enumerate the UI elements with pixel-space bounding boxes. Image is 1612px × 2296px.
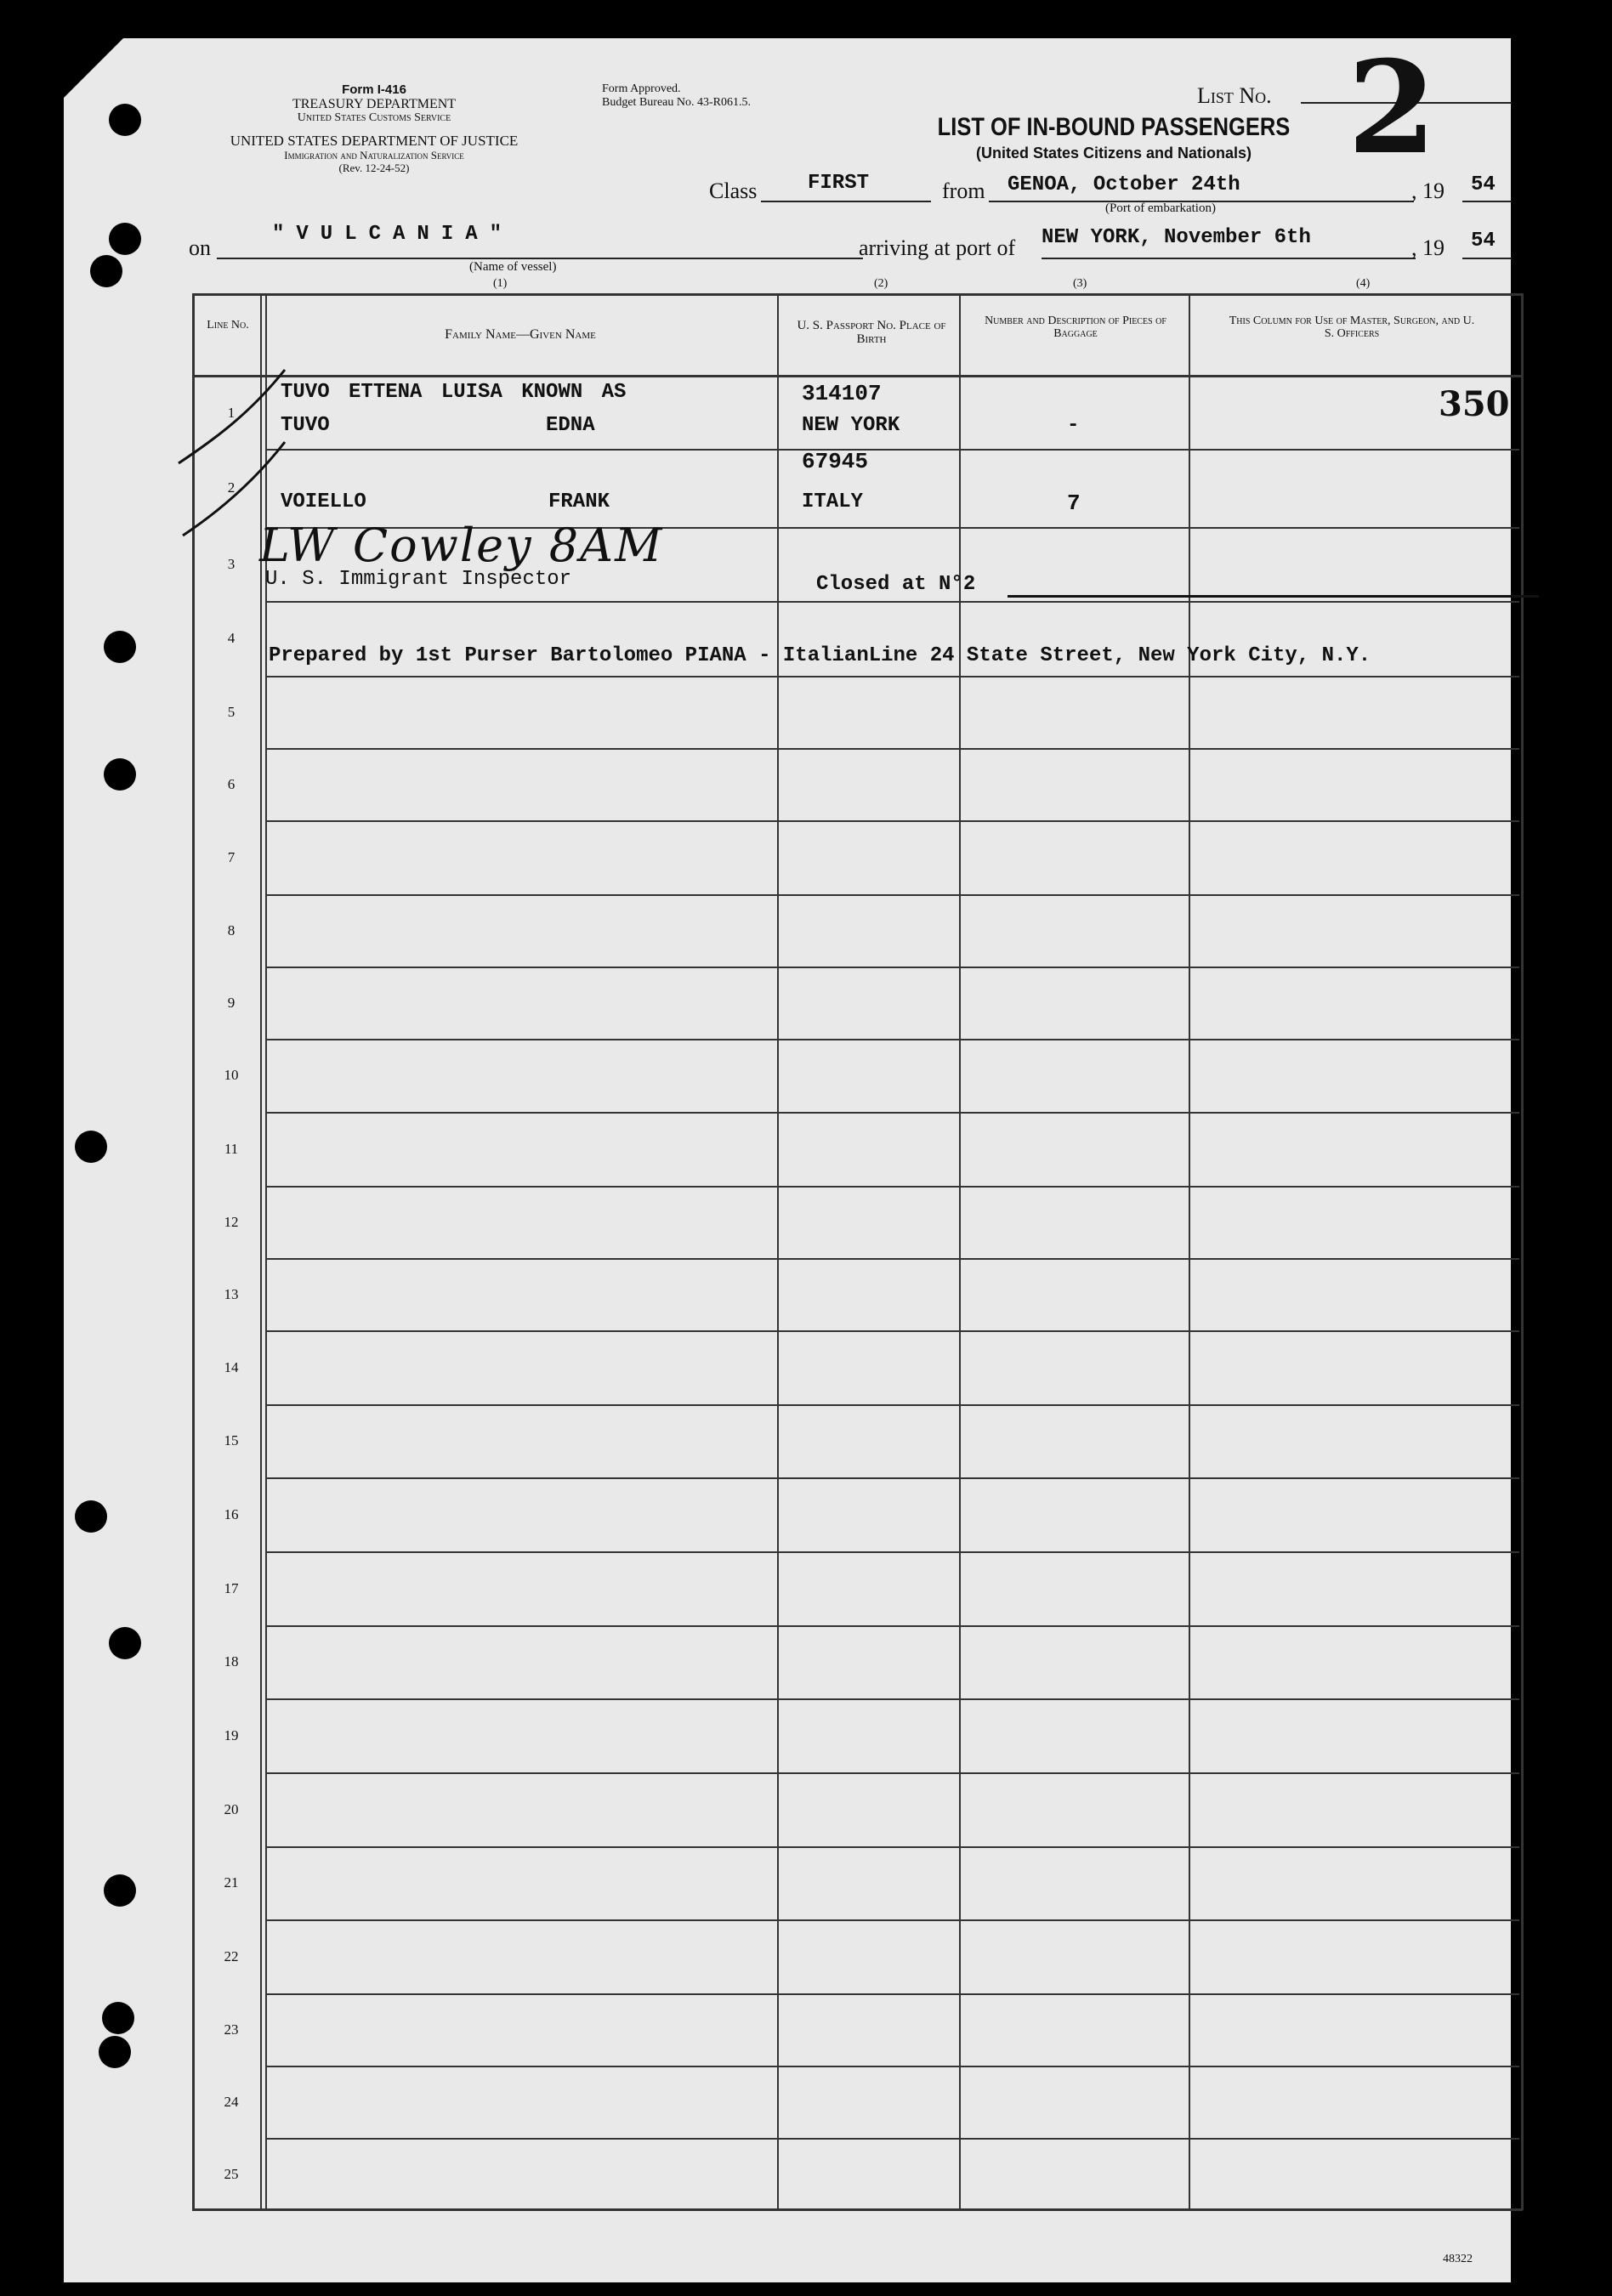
row-separator [265,1477,1519,1479]
vessel-line [217,258,863,259]
baggage-divider [1189,293,1190,2210]
closed-rule [1008,595,1539,598]
punch-hole [109,104,141,136]
row-separator [265,1404,1519,1406]
customs-service: United States Customs Service [297,111,451,124]
row-separator [265,894,1519,896]
line-number: 16 [224,1506,239,1522]
table-bottom-border [192,2208,1523,2211]
line-number: 23 [224,2021,239,2038]
table-left-border [192,293,195,2210]
row-separator [265,1551,1519,1553]
line-no-divider [260,293,262,2210]
header-name: Family Name—Given Name [445,327,596,342]
row-separator [265,1112,1519,1114]
line-number: 22 [224,1948,239,1964]
punch-hole [109,1627,141,1659]
row-separator [265,967,1519,968]
from-label: from [942,179,985,203]
row1-passport: 314107 [802,381,882,406]
row-separator [265,601,1519,603]
row1-baggage: - [1067,414,1080,437]
punch-hole [90,255,122,287]
line-number: 1 [227,405,236,421]
punch-hole [102,2002,134,2034]
row-separator [265,1625,1519,1627]
header-baggage: Number and Description of Pieces of Baggage [985,315,1166,340]
vessel-value: "VULCANIA" [272,223,514,246]
table-header-border [192,375,1523,377]
col-num-1: (1) [493,277,508,290]
col-num-3: (3) [1073,277,1087,290]
row-separator [265,2138,1519,2140]
line-number: 6 [227,776,236,792]
line-number: 8 [227,922,236,938]
closed-at: Closed at N°2 [816,573,976,596]
table-top-border [192,293,1523,296]
class-line [761,201,931,202]
row-separator [265,1846,1519,1848]
header-passport: U. S. Passport No. Place of Birth [797,319,946,346]
treasury-department: TREASURY DEPARTMENT [292,97,457,111]
from-value: GENOA, October 24th [1008,173,1240,196]
port-caption: (Port of embarkation) [1105,201,1216,215]
line-number: 13 [224,1286,239,1302]
class-label: Class [709,179,758,203]
inspector-title: U. S. Immigrant Inspector [265,568,572,591]
row-separator [265,2066,1519,2067]
on-label: on [189,235,211,260]
row1-name-line1: TUVO ETTENA LUISA KNOWN AS [281,381,627,404]
punch-hole [75,1131,107,1163]
punch-hole [104,1874,136,1907]
revision-date: (Rev. 12-24-52) [338,162,410,174]
col-num-2: (2) [874,277,888,290]
row-separator [265,1698,1519,1700]
vessel-caption: (Name of vessel) [469,260,557,274]
list-number: 2 [1348,33,1437,183]
year-prefix-1: , 19 [1411,179,1445,203]
punch-hole [75,1500,107,1533]
line-number: 15 [224,1432,239,1448]
row2-passport: 67945 [802,449,869,474]
line-number: 9 [227,995,236,1011]
table-right-border [1521,293,1524,2210]
row1-birthplace: NEW YORK [802,414,900,437]
ins-service: Immigration and Naturalization Service [284,149,464,162]
row1-given-name: EDNA [546,414,595,437]
row-separator [265,1258,1519,1260]
punch-hole [109,223,141,255]
form-number: Form I-416 [342,82,406,97]
row-separator [265,748,1519,750]
year-line-1 [1462,201,1512,202]
row-separator [265,820,1519,822]
line-number: 4 [227,630,236,646]
row-separator [265,1039,1519,1040]
arriving-label: arriving at port of [859,235,1016,260]
name-divider [777,293,779,2210]
line-number: 5 [227,704,236,720]
form-subtitle: (United States Citizens and Nationals) [975,145,1252,162]
year-value-2: 54 [1471,230,1496,252]
line-number: 3 [227,556,236,572]
row-separator [265,1919,1519,1921]
year-value-1: 54 [1471,173,1496,196]
header-line-no: Line No. [207,319,249,332]
form-approved: Form Approved. [602,82,681,95]
line-number: 21 [224,1874,239,1891]
line-number: 11 [224,1141,239,1157]
arrival-value: NEW YORK, November 6th [1042,226,1311,249]
budget-bureau: Budget Bureau No. 43-R061.5. [602,96,751,109]
header-officers: This Column for Use of Master, Surgeon, and U. S. Officers [1229,315,1475,340]
line-number: 7 [227,849,236,865]
row1-family-name: TUVO [281,414,330,437]
arrival-line [1042,258,1416,259]
line-number: 18 [224,1653,239,1670]
list-no-label: List No. [1197,83,1272,108]
line-number: 17 [224,1580,239,1596]
row-separator [265,1993,1519,1995]
row2-baggage: 7 [1067,490,1081,516]
folded-corner [64,38,123,98]
line-number: 10 [224,1067,239,1083]
line-number: 20 [224,1801,239,1817]
line-number: 25 [224,2166,239,2182]
year-prefix-2: , 19 [1411,235,1445,260]
col-num-4: (4) [1356,277,1371,290]
row1-officer-number: 350 [1439,384,1510,424]
row-separator [265,1330,1519,1332]
department-of-justice: UNITED STATES DEPARTMENT OF JUSTICE [230,133,519,149]
form-title: LIST OF IN-BOUND PASSENGERS [937,113,1291,141]
line-number: 12 [224,1214,239,1230]
punch-hole [104,631,136,663]
year-line-2 [1462,258,1512,259]
footer-code: 48322 [1443,2253,1473,2265]
line-number: 2 [227,479,236,496]
punch-hole [104,758,136,791]
inspector-signature: LW Cowley 8AM [259,519,664,572]
line-number: 19 [224,1727,239,1743]
class-value: FIRST [808,172,870,195]
punch-hole [99,2036,131,2068]
row2-given-name: FRANK [548,490,610,513]
prepared-by: Prepared by 1st Purser Bartolomeo PIANA - ItalianLine 24 State Street, New York City, N.Y. [269,644,1371,667]
row-separator [265,1186,1519,1188]
row-separator [265,676,1519,677]
line-number: 14 [224,1359,239,1375]
row-separator [265,1772,1519,1774]
row2-family-name: VOIELLO [281,490,366,513]
row2-birthplace: ITALY [802,490,864,513]
row-separator [265,449,1519,451]
line-number: 24 [224,2094,239,2110]
